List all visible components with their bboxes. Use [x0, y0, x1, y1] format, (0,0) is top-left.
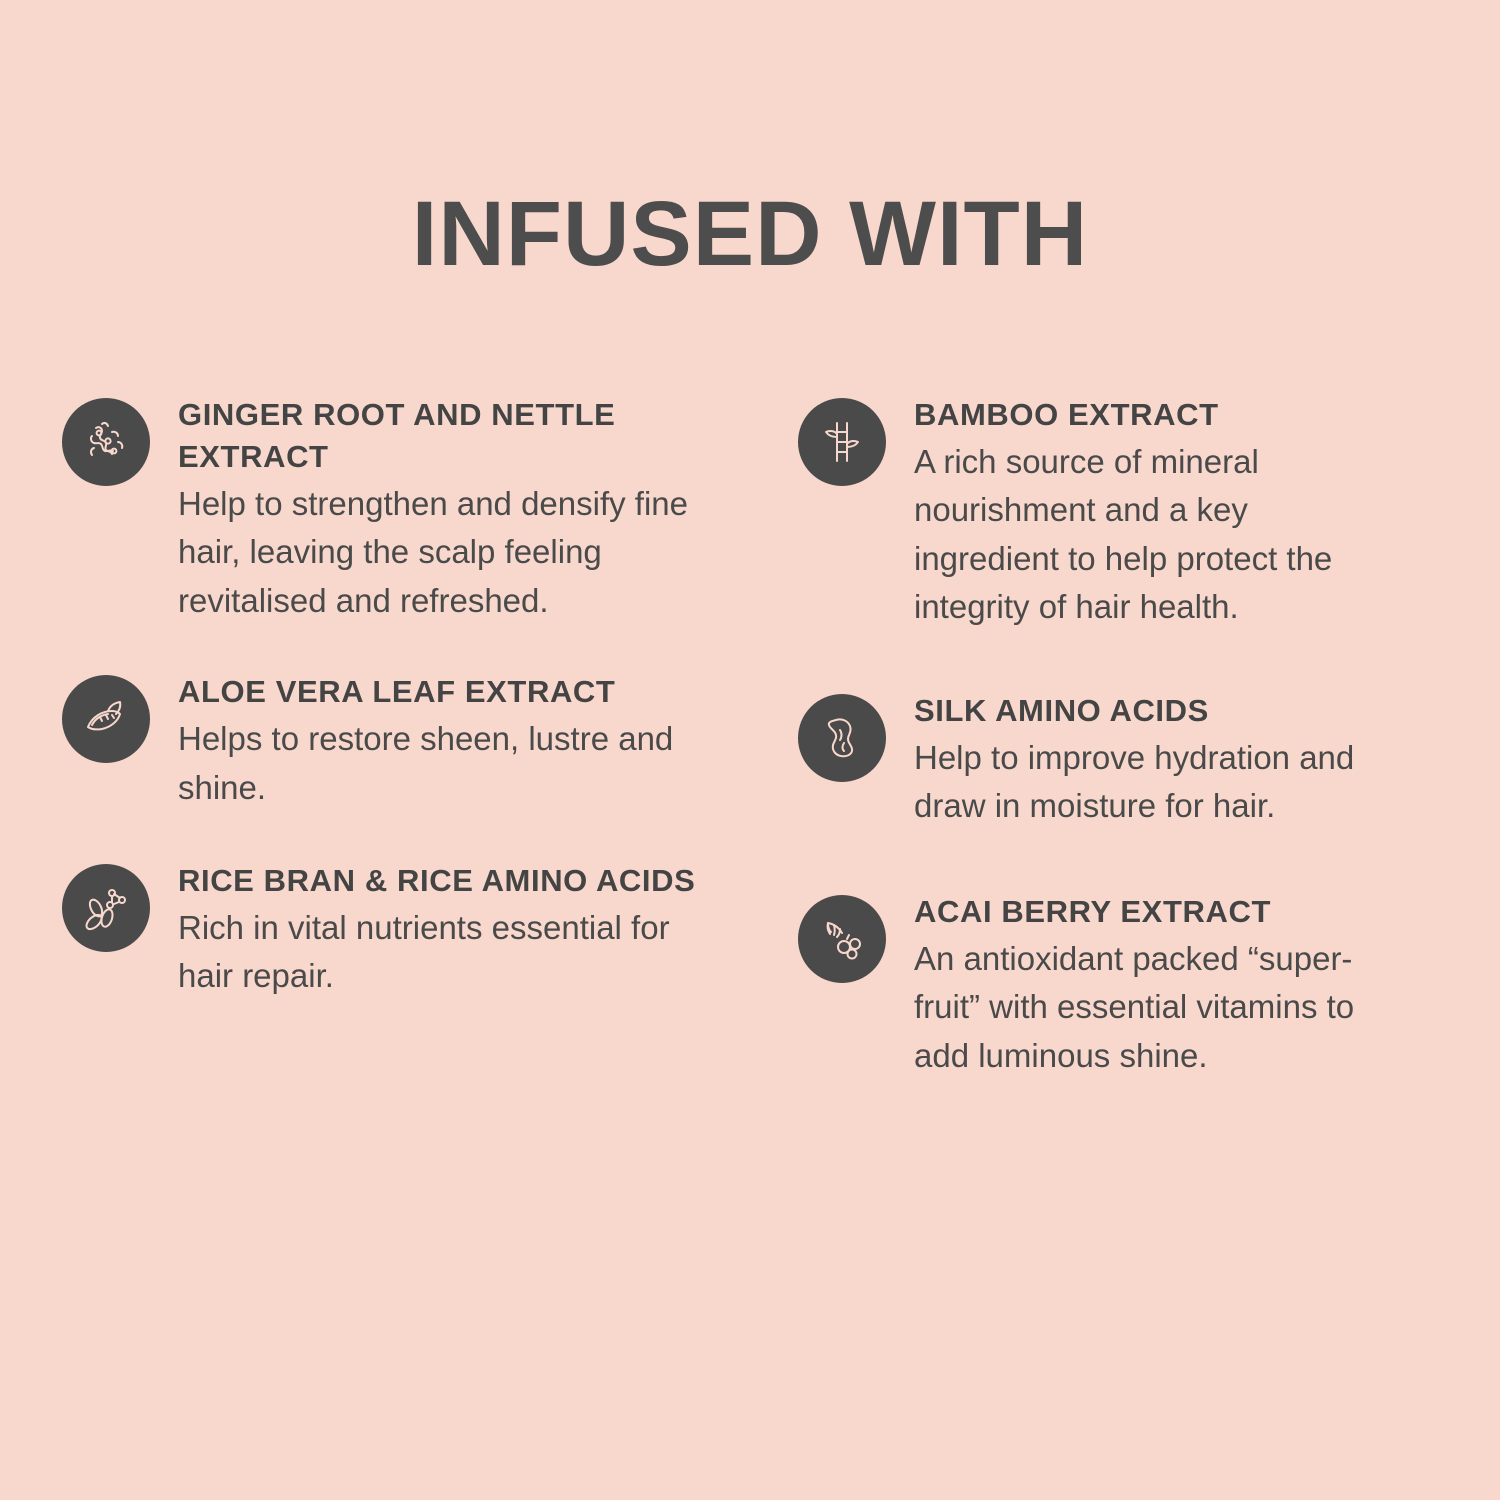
ingredient-columns — [0, 392, 1500, 1080]
ingredient-title: GINGER ROOT AND NETTLE EXTRACT — [178, 397, 616, 474]
ingredient-title: BAMBOO EXTRACT — [914, 397, 1219, 432]
ingredient-item-acai — [798, 889, 1500, 1080]
ingredient-text-rice-bran — [150, 858, 708, 1001]
silk-cocoon-icon — [798, 694, 886, 782]
ingredient-text-bamboo — [886, 392, 1384, 632]
ingredient-text-ginger — [150, 392, 708, 625]
ingredient-item-ginger — [62, 392, 750, 625]
page-title: INFUSED WITH — [411, 183, 1089, 285]
ingredient-title: SILK AMINO ACIDS — [914, 692, 1209, 728]
ingredient-item-aloe-vera — [62, 669, 750, 812]
ingredient-title: RICE BRAN & RICE AMINO ACIDS — [178, 863, 696, 899]
ingredient-text-aloe-vera — [150, 669, 708, 812]
ingredient-item-bamboo — [798, 392, 1500, 632]
bamboo-stalk-icon — [798, 398, 886, 486]
ingredient-description: Help to improve hydration and draw in moisture for hair. — [914, 738, 1355, 825]
ingredient-description: Helps to restore sheen, lustre and shine. — [178, 720, 674, 806]
ingredient-column-left — [0, 392, 750, 1001]
ingredient-item-silk — [798, 688, 1500, 831]
aloe-vera-leaf-icon — [62, 675, 150, 763]
ingredient-description: Help to strengthen and densify fine hair, leaving the scalp feeling revitalised and refreshed. — [178, 484, 689, 619]
ingredient-description: An antioxidant packed “super-fruit” with essential vitamins to add luminous shine. — [914, 939, 1355, 1074]
ingredient-title: ALOE VERA LEAF EXTRACT — [178, 674, 616, 710]
ingredient-item-rice-bran — [62, 858, 750, 1001]
ingredient-description: Rich in vital nutrients essential for hair repair. — [178, 908, 670, 995]
ingredient-column-right — [750, 392, 1500, 1080]
ingredient-text-silk — [886, 688, 1384, 831]
ingredient-description: A rich source of mineral nourishment and a key ingredient to help protect the integrity of hair health. — [914, 442, 1333, 626]
ingredient-text-acai — [886, 889, 1384, 1080]
ingredient-title: ACAI BERRY EXTRACT — [914, 893, 1271, 929]
acai-berry-icon — [798, 895, 886, 983]
ginger-root-icon — [62, 398, 150, 486]
rice-grain-molecule-icon — [62, 864, 150, 952]
